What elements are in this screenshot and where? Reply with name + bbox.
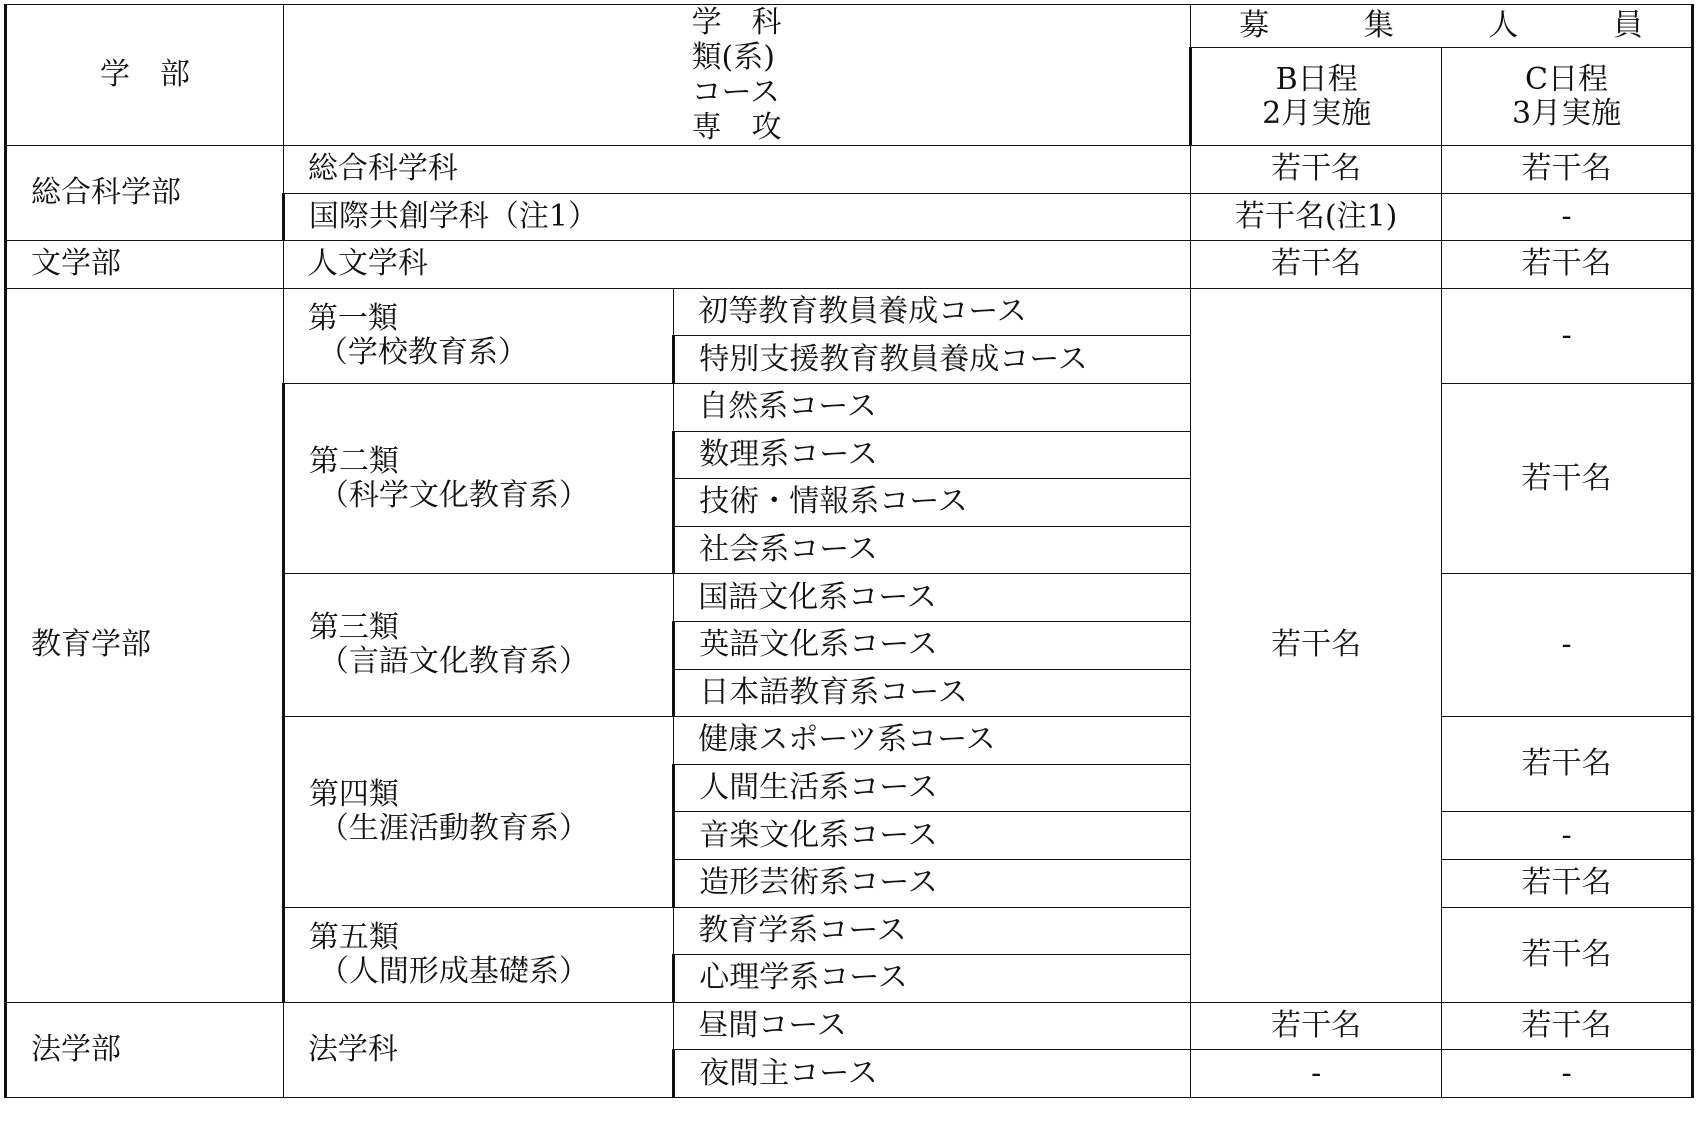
header-dept-line-3: コース xyxy=(691,75,781,110)
table-row xyxy=(6,146,1693,194)
b-count-cell: - xyxy=(1191,1050,1442,1098)
table-row xyxy=(6,288,1693,336)
course-cell: 自然系コース xyxy=(674,383,1191,431)
header-recruit-char-2: 集 xyxy=(1363,8,1394,44)
b-count-cell: 若干名 xyxy=(1191,146,1442,194)
header-row-1 xyxy=(6,5,1693,48)
faculty-cell: 総合科学部 xyxy=(6,146,284,241)
course-cell: 社会系コース xyxy=(674,526,1191,574)
c-count-cell: 若干名 xyxy=(1442,859,1693,907)
course-cell: 夜間主コース xyxy=(674,1050,1191,1098)
header-b-line-2: 2月実施 xyxy=(1262,95,1372,131)
group-cell xyxy=(283,907,673,1002)
group-subtitle: （人間形成基礎系） xyxy=(318,953,589,989)
b-count-cell: 若干名(注1) xyxy=(1191,193,1442,241)
group-subtitle: （生涯活動教育系） xyxy=(318,810,589,846)
group-cell xyxy=(283,717,673,907)
table-row xyxy=(6,241,1693,289)
table-row xyxy=(6,1002,1693,1050)
course-cell: 健康スポーツ系コース xyxy=(674,717,1191,765)
course-cell: 日本語教育系コース xyxy=(674,669,1191,717)
course-cell: 造形芸術系コース xyxy=(674,859,1191,907)
header-dept-line-2: 類(系) xyxy=(691,40,775,75)
course-cell: 初等教育教員養成コース xyxy=(674,288,1191,336)
header-department-block xyxy=(692,5,782,145)
group-cell xyxy=(283,574,673,717)
c-count-cell: - xyxy=(1442,1050,1693,1098)
c-count-cell: - xyxy=(1442,574,1693,717)
b-count-cell: 若干名 xyxy=(1191,241,1442,289)
header-dept-line-4: 専 攻 xyxy=(691,110,782,145)
course-cell: 英語文化系コース xyxy=(674,621,1191,669)
header-recruit-char-3: 人 xyxy=(1488,8,1519,44)
header-recruit-char-4: 員 xyxy=(1612,8,1643,44)
c-count-cell: 若干名 xyxy=(1442,717,1693,812)
faculty-cell: 文学部 xyxy=(6,241,284,289)
group-name: 第二類 xyxy=(308,443,399,479)
c-count-cell: 若干名 xyxy=(1442,383,1693,573)
c-count-cell: 若干名 xyxy=(1442,1002,1693,1050)
department-cell: 人文学科 xyxy=(283,241,1190,289)
header-faculty-label: 学 部 xyxy=(99,57,190,92)
header-department xyxy=(283,5,1190,146)
b-count-cell: 若干名 xyxy=(1191,1002,1442,1050)
department-cell: 法学科 xyxy=(283,1002,673,1097)
recruitment-table xyxy=(4,4,1694,1098)
course-cell: 国語文化系コース xyxy=(674,574,1191,622)
c-count-cell: 若干名 xyxy=(1442,907,1693,1002)
group-name: 第四類 xyxy=(308,776,399,812)
header-dept-line-1: 学 科 xyxy=(691,5,782,40)
course-cell: 教育学系コース xyxy=(674,907,1191,955)
header-recruit xyxy=(1191,5,1693,48)
header-c-line-1: C日程 xyxy=(1525,61,1609,97)
department-cell: 総合科学科 xyxy=(283,146,1190,194)
b-count-cell: 若干名 xyxy=(1191,288,1442,1002)
faculty-cell: 法学部 xyxy=(6,1002,284,1097)
header-c-schedule xyxy=(1442,48,1693,146)
header-b-schedule xyxy=(1191,48,1442,146)
group-subtitle: （科学文化教育系） xyxy=(318,477,589,513)
course-cell: 数理系コース xyxy=(674,431,1191,479)
c-count-cell: - xyxy=(1442,288,1693,383)
group-name: 第一類 xyxy=(307,300,398,336)
group-name: 第五類 xyxy=(308,919,399,955)
course-cell: 心理学系コース xyxy=(674,955,1191,1003)
course-cell: 特別支援教育教員養成コース xyxy=(674,336,1191,384)
group-subtitle: （学校教育系） xyxy=(317,334,528,370)
group-cell xyxy=(283,383,673,573)
c-count-cell: - xyxy=(1442,812,1693,860)
course-cell: 人間生活系コース xyxy=(674,764,1191,812)
faculty-cell: 教育学部 xyxy=(6,288,284,1002)
header-b-line-1: B日程 xyxy=(1275,61,1358,97)
c-count-cell: - xyxy=(1442,193,1693,241)
course-cell: 技術・情報系コース xyxy=(674,479,1191,527)
header-recruit-char-1: 募 xyxy=(1239,8,1270,44)
department-cell: 国際共創学科（注1） xyxy=(283,193,1190,241)
course-cell: 音楽文化系コース xyxy=(674,812,1191,860)
group-subtitle: （言語文化教育系） xyxy=(318,644,589,680)
group-cell xyxy=(283,288,673,383)
c-count-cell: 若干名 xyxy=(1442,241,1693,289)
header-c-line-2: 3月実施 xyxy=(1511,95,1622,131)
header-recruit-label xyxy=(1191,9,1691,43)
course-cell: 昼間コース xyxy=(674,1002,1191,1050)
c-count-cell: 若干名 xyxy=(1442,146,1693,194)
header-faculty xyxy=(6,5,284,146)
group-name: 第三類 xyxy=(308,610,399,646)
